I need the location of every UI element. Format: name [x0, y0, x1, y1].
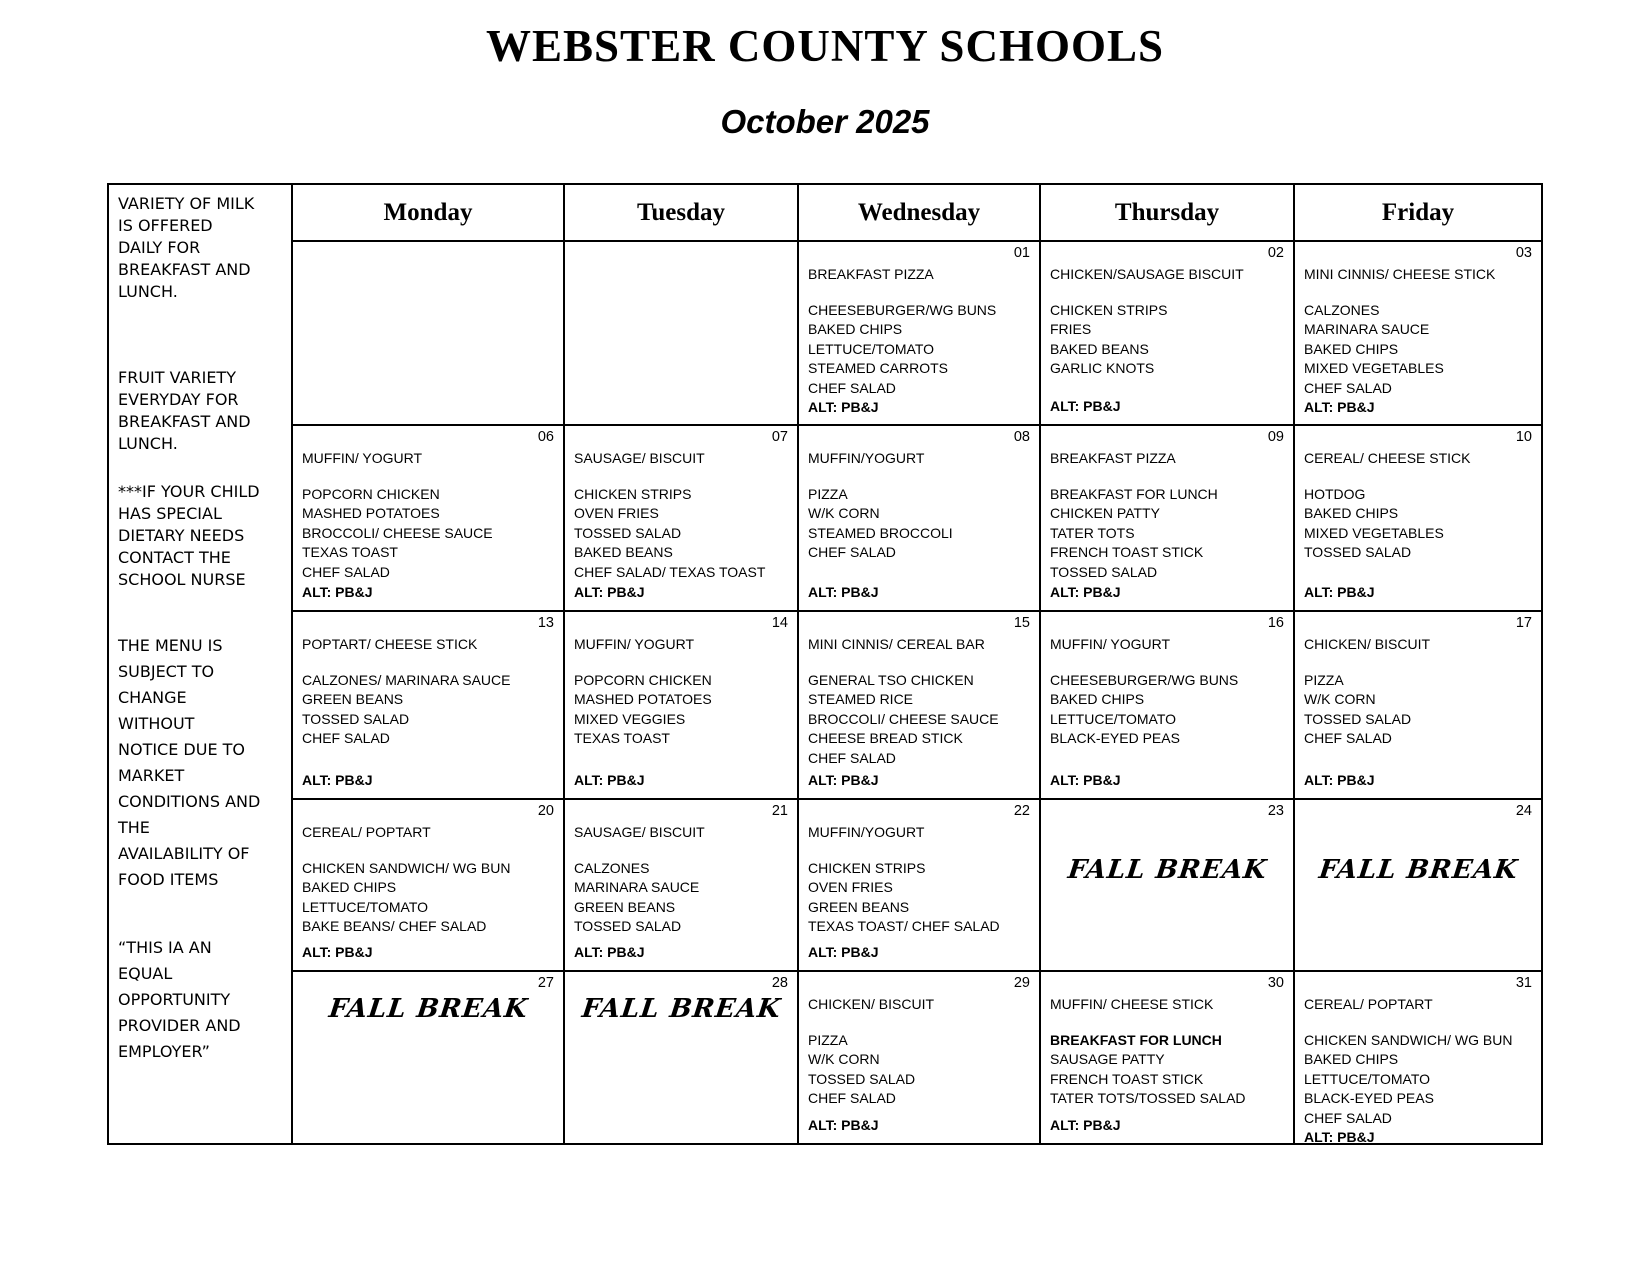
menu-calendar — [107, 183, 1543, 1145]
day-cell — [293, 242, 565, 426]
lunch-item: TOSSED SALAD — [302, 710, 410, 727]
date-number: 16 — [1267, 615, 1284, 631]
lunch-item: MASHED POTATOES — [302, 505, 440, 521]
alt-line: ALT: PB&J — [302, 583, 373, 600]
alt-line: ALT: PB&J — [302, 771, 373, 788]
lunch-item: PIZZA — [1304, 671, 1344, 688]
lunch-list — [1050, 301, 1285, 379]
lunch-item: BAKED CHIPS — [808, 321, 903, 337]
lunch-item: PIZZA — [808, 1031, 848, 1048]
lunch-item: MARINARA SAUCE — [574, 879, 700, 895]
lunch-item: CALZONES/ MARINARA SAUCE — [302, 671, 511, 688]
lunch-item: GREEN BEANS — [302, 691, 404, 707]
lunch-item: BLACK-EYED PEAS — [1304, 1090, 1434, 1106]
breakfast-item: BREAKFAST PIZZA — [1050, 450, 1176, 466]
lunch-item: CHEF SALAD — [1304, 730, 1392, 746]
sidebar-note-line: LUNCH. — [118, 282, 178, 301]
lunch-item: BROCCOLI/ CHEESE SAUCE — [302, 524, 493, 541]
day-cell — [565, 612, 799, 800]
date-number: 15 — [1013, 615, 1030, 631]
day-cell — [565, 426, 799, 612]
lunch-item: CHEF SALAD — [302, 563, 390, 580]
sidebar-note-line: WITHOUT — [118, 714, 195, 733]
lunch-item: LETTUCE/TOMATO — [1304, 1070, 1431, 1087]
alt-line: ALT: PB&J — [1050, 1116, 1121, 1133]
day-cell — [565, 242, 799, 426]
day-cell — [1295, 426, 1541, 612]
lunch-item: POPCORN CHICKEN — [302, 485, 440, 502]
sidebar-note-line: BREAKFAST AND — [118, 412, 251, 431]
date-number: 23 — [1267, 803, 1284, 819]
lunch-list — [808, 301, 1031, 399]
breakfast-item: SAUSAGE/ BISCUIT — [574, 824, 705, 840]
lunch-item: FRENCH TOAST STICK — [1050, 544, 1204, 560]
day-header-thursday: Thursday — [1041, 185, 1295, 242]
lunch-list — [302, 859, 555, 937]
sidebar-note-line: CHANGE — [118, 688, 187, 707]
date-number: 10 — [1515, 429, 1532, 445]
date-number: 03 — [1515, 245, 1532, 261]
lunch-item: TOSSED SALAD — [574, 918, 682, 934]
lunch-item: CHICKEN STRIPS — [808, 859, 926, 876]
lunch-list — [808, 1031, 1031, 1109]
breakfast-item: MUFFIN/ YOGURT — [302, 450, 423, 466]
lunch-item: W/K CORN — [1304, 691, 1376, 707]
lunch-list — [808, 859, 1031, 937]
lunch-list — [574, 671, 789, 749]
lunch-item: CHEESEBURGER/WG BUNS — [808, 301, 997, 318]
sidebar-note-line: EVERYDAY FOR — [118, 390, 239, 409]
day-cell — [1041, 612, 1295, 800]
alt-line: ALT: PB&J — [302, 943, 373, 960]
lunch-list — [1050, 485, 1285, 583]
lunch-list — [1050, 671, 1285, 749]
lunch-item: CHEF SALAD/ TEXAS TOAST — [574, 563, 766, 580]
lunch-item: TEXAS TOAST — [302, 544, 398, 560]
lunch-item: CHEESEBURGER/WG BUNS — [1050, 671, 1239, 688]
date-number: 20 — [537, 803, 554, 819]
lunch-item: LETTUCE/TOMATO — [808, 340, 935, 357]
lunch-list — [574, 859, 789, 937]
sidebar-note-line: OPPORTUNITY — [118, 990, 231, 1009]
breakfast-item: MUFFIN/YOGURT — [808, 824, 925, 840]
lunch-item: CHICKEN STRIPS — [1050, 301, 1168, 318]
breakfast-item: BREAKFAST PIZZA — [808, 266, 934, 282]
lunch-item: HOTDOG — [1304, 485, 1366, 502]
lunch-item: CALZONES — [574, 859, 650, 876]
lunch-item: PIZZA — [808, 485, 848, 502]
fall-break-label: FALL BREAK — [580, 994, 783, 1024]
day-cell — [799, 426, 1041, 612]
lunch-item: CALZONES — [1304, 301, 1380, 318]
lunch-item: BLACK-EYED PEAS — [1050, 730, 1180, 746]
day-cell — [1295, 972, 1541, 1143]
lunch-item: GARLIC KNOTS — [1050, 360, 1155, 376]
fall-break-wrap — [574, 974, 789, 1135]
lunch-item: W/K CORN — [808, 505, 880, 521]
breakfast-item: MINI CINNIS/ CHEESE STICK — [1304, 266, 1496, 282]
lunch-item: BAKED CHIPS — [302, 879, 397, 895]
breakfast-item: MUFFIN/ YOGURT — [574, 636, 695, 652]
day-header-wednesday: Wednesday — [799, 185, 1041, 242]
sidebar-note-line: THE MENU IS — [118, 636, 223, 655]
breakfast-item: MUFFIN/ YOGURT — [1050, 636, 1171, 652]
lunch-item: CHICKEN SANDWICH/ WG BUN — [1304, 1031, 1513, 1048]
sidebar-note — [118, 935, 285, 1065]
lunch-list — [1050, 1031, 1285, 1109]
day-cell — [799, 800, 1041, 972]
sidebar-note-line: NOTICE DUE TO — [118, 740, 246, 759]
fall-break-wrap — [302, 974, 555, 1135]
sidebar-note-line: CONDITIONS AND — [118, 792, 261, 811]
sidebar-note-line: DIETARY NEEDS — [118, 526, 245, 545]
lunch-list — [302, 671, 555, 749]
date-number: 22 — [1013, 803, 1030, 819]
day-cell — [1041, 242, 1295, 426]
lunch-item: CHICKEN STRIPS — [574, 485, 692, 502]
alt-line: ALT: PB&J — [1050, 397, 1121, 414]
lunch-item: TEXAS TOAST — [574, 730, 670, 746]
day-header-friday: Friday — [1295, 185, 1541, 242]
fall-break-label: FALL BREAK — [327, 994, 530, 1024]
day-cell — [1295, 612, 1541, 800]
day-cell — [565, 800, 799, 972]
breakfast-item: CHICKEN/ BISCUIT — [1304, 636, 1431, 652]
date-number: 28 — [771, 975, 788, 991]
sidebar-note — [118, 367, 285, 455]
lunch-list — [1304, 671, 1533, 749]
lunch-item: TATER TOTS/TOSSED SALAD — [1050, 1090, 1246, 1106]
breakfast-item: MUFFIN/ CHEESE STICK — [1050, 996, 1214, 1012]
lunch-item: LETTUCE/TOMATO — [302, 898, 429, 915]
alt-line: ALT: PB&J — [1304, 399, 1375, 415]
lunch-item: STEAMED CARROTS — [808, 360, 949, 376]
sidebar-note-line: HAS SPECIAL — [118, 504, 222, 523]
lunch-item: MIXED VEGETABLES — [1304, 524, 1444, 541]
sidebar-note-line: SCHOOL NURSE — [118, 570, 246, 589]
lunch-list — [574, 485, 789, 583]
lunch-item: MIXED VEGETABLES — [1304, 360, 1444, 376]
fall-break-wrap — [1304, 800, 1533, 962]
day-cell — [1041, 972, 1295, 1143]
lunch-item: GENERAL TSO CHICKEN — [808, 671, 974, 688]
breakfast-item: CHICKEN/SAUSAGE BISCUIT — [1050, 266, 1244, 282]
breakfast-item: MINI CINNIS/ CEREAL BAR — [808, 636, 985, 652]
alt-line: ALT: PB&J — [808, 399, 879, 415]
lunch-list — [1304, 301, 1533, 399]
lunch-item: BROCCOLI/ CHEESE SAUCE — [808, 710, 999, 727]
fall-break-label: FALL BREAK — [1066, 855, 1269, 886]
lunch-item: OVEN FRIES — [574, 505, 659, 521]
date-number: 08 — [1013, 429, 1030, 445]
day-cell — [1041, 426, 1295, 612]
sidebar-note — [118, 193, 285, 303]
sidebar-note-line: FOOD ITEMS — [118, 870, 219, 889]
date-number: 01 — [1013, 245, 1030, 261]
date-number: 30 — [1267, 975, 1284, 991]
lunch-item: STEAMED BROCCOLI — [808, 524, 953, 541]
date-number: 21 — [771, 803, 788, 819]
lunch-item: CHEF SALAD — [302, 730, 390, 746]
alt-line: ALT: PB&J — [1304, 771, 1375, 788]
date-number: 14 — [771, 615, 788, 631]
lunch-item: TOSSED SALAD — [808, 1070, 916, 1087]
day-cell — [565, 972, 799, 1143]
date-number: 02 — [1267, 245, 1284, 261]
sidebar-note-line: “THIS IA AN — [118, 938, 212, 957]
sidebar-notes — [109, 185, 293, 1143]
day-cell — [293, 612, 565, 800]
lunch-item: CHEF SALAD — [808, 1090, 896, 1106]
day-cell — [293, 972, 565, 1143]
lunch-item: GREEN BEANS — [574, 898, 676, 915]
sidebar-note — [118, 633, 285, 893]
lunch-item: BAKED CHIPS — [1304, 340, 1399, 357]
lunch-item: BAKED CHIPS — [1304, 1051, 1399, 1067]
lunch-item: SAUSAGE PATTY — [1050, 1051, 1165, 1067]
sidebar-note-line: VARIETY OF MILK — [118, 194, 255, 213]
breakfast-item: SAUSAGE/ BISCUIT — [574, 450, 705, 466]
lunch-item: CHICKEN SANDWICH/ WG BUN — [302, 859, 511, 876]
alt-line: ALT: PB&J — [1304, 1129, 1375, 1143]
lunch-item: BAKE BEANS/ CHEF SALAD — [302, 918, 487, 934]
sidebar-note-line: SUBJECT TO — [118, 662, 215, 681]
sidebar-note-line: FRUIT VARIETY — [118, 368, 236, 387]
page-title: WEBSTER COUNTY SCHOOLS — [486, 21, 1164, 71]
day-header-monday: Monday — [293, 185, 565, 242]
sidebar-note-line: EQUAL — [118, 964, 173, 983]
date-number: 09 — [1267, 429, 1284, 445]
date-number: 31 — [1515, 975, 1532, 991]
fall-break-wrap — [1050, 800, 1285, 962]
lunch-item: CHEF SALAD — [1304, 1109, 1392, 1126]
breakfast-item: CEREAL/ POPTART — [1304, 996, 1433, 1012]
sidebar-note-line: IS OFFERED — [118, 216, 213, 235]
lunch-item: GREEN BEANS — [808, 898, 910, 915]
lunch-item: TATER TOTS — [1050, 524, 1135, 541]
lunch-item: CHEF SALAD — [808, 379, 896, 396]
lunch-list — [808, 671, 1031, 769]
alt-line: ALT: PB&J — [574, 943, 645, 960]
lunch-item: TEXAS TOAST/ CHEF SALAD — [808, 918, 1000, 934]
lunch-item: MASHED POTATOES — [574, 691, 712, 707]
date-number: 17 — [1515, 615, 1532, 631]
alt-line: ALT: PB&J — [574, 583, 645, 600]
breakfast-item: CEREAL/ POPTART — [302, 824, 431, 840]
date-number: 13 — [537, 615, 554, 631]
date-number: 27 — [537, 975, 554, 991]
breakfast-item: CEREAL/ CHEESE STICK — [1304, 450, 1471, 466]
lunch-list — [1304, 485, 1533, 563]
day-cell — [293, 800, 565, 972]
lunch-item: CHEESE BREAD STICK — [808, 730, 963, 746]
alt-line: ALT: PB&J — [1050, 771, 1121, 788]
lunch-item: STEAMED RICE — [808, 691, 914, 707]
day-cell — [1295, 800, 1541, 972]
day-cell — [1041, 800, 1295, 972]
lunch-item: TOSSED SALAD — [574, 524, 682, 541]
lunch-item: BAKED BEANS — [574, 544, 673, 560]
lunch-item: BREAKFAST FOR LUNCH — [1050, 1031, 1222, 1048]
day-cell — [1295, 242, 1541, 426]
lunch-item: BREAKFAST FOR LUNCH — [1050, 485, 1218, 502]
lunch-item: W/K CORN — [808, 1051, 880, 1067]
day-cell — [799, 612, 1041, 800]
breakfast-item: POPTART/ CHEESE STICK — [302, 636, 478, 652]
lunch-item: TOSSED SALAD — [1304, 544, 1412, 560]
lunch-item: BAKED CHIPS — [1050, 691, 1145, 707]
date-number: 29 — [1013, 975, 1030, 991]
breakfast-item: CHICKEN/ BISCUIT — [808, 996, 935, 1012]
lunch-item: BAKED CHIPS — [1304, 505, 1399, 521]
breakfast-item: MUFFIN/YOGURT — [808, 450, 925, 466]
alt-line: ALT: PB&J — [808, 1116, 879, 1133]
alt-line: ALT: PB&J — [808, 943, 879, 960]
lunch-item: FRENCH TOAST STICK — [1050, 1070, 1204, 1087]
lunch-item: MIXED VEGGIES — [574, 710, 686, 727]
lunch-item: CHEF SALAD — [1304, 379, 1392, 396]
alt-line: ALT: PB&J — [574, 771, 645, 788]
sidebar-note-line: CONTACT THE — [118, 548, 231, 567]
lunch-item: CHICKEN PATTY — [1050, 505, 1160, 521]
lunch-item: BAKED BEANS — [1050, 340, 1149, 357]
lunch-list — [808, 485, 1031, 563]
fall-break-label: FALL BREAK — [1317, 855, 1520, 886]
lunch-list — [302, 485, 555, 583]
lunch-list — [1304, 1031, 1533, 1129]
sidebar-note-line: THE — [118, 818, 150, 837]
date-number: 06 — [537, 429, 554, 445]
sidebar-note-line: EMPLOYER” — [118, 1042, 210, 1061]
date-number: 07 — [771, 429, 788, 445]
lunch-item: FRIES — [1050, 321, 1092, 337]
day-header-tuesday: Tuesday — [565, 185, 799, 242]
date-number: 24 — [1515, 803, 1532, 819]
sidebar-note-line: PROVIDER AND — [118, 1016, 241, 1035]
day-cell — [799, 242, 1041, 426]
day-cell — [799, 972, 1041, 1143]
sidebar-note-line: LUNCH. — [118, 434, 178, 453]
sidebar-note-line: ***IF YOUR CHILD — [118, 482, 260, 501]
lunch-item: TOSSED SALAD — [1304, 710, 1412, 727]
lunch-item: LETTUCE/TOMATO — [1050, 710, 1177, 727]
sidebar-note — [118, 481, 285, 591]
alt-line: ALT: PB&J — [808, 583, 879, 600]
lunch-item: OVEN FRIES — [808, 879, 893, 895]
day-cell — [293, 426, 565, 612]
sidebar-note-line: AVAILABILITY OF — [118, 844, 250, 863]
lunch-item: CHEF SALAD — [808, 544, 896, 560]
sidebar-note-line: MARKET — [118, 766, 185, 785]
sidebar-note-line: BREAKFAST AND — [118, 260, 251, 279]
alt-line: ALT: PB&J — [1304, 583, 1375, 600]
sidebar-note-line: DAILY FOR — [118, 238, 201, 257]
lunch-item: CHEF SALAD — [808, 749, 896, 766]
alt-line: ALT: PB&J — [808, 771, 879, 788]
alt-line: ALT: PB&J — [1050, 583, 1121, 600]
lunch-item: POPCORN CHICKEN — [574, 671, 712, 688]
lunch-item: MARINARA SAUCE — [1304, 321, 1430, 337]
page-subtitle: October 2025 — [720, 103, 930, 140]
lunch-item: TOSSED SALAD — [1050, 563, 1158, 580]
